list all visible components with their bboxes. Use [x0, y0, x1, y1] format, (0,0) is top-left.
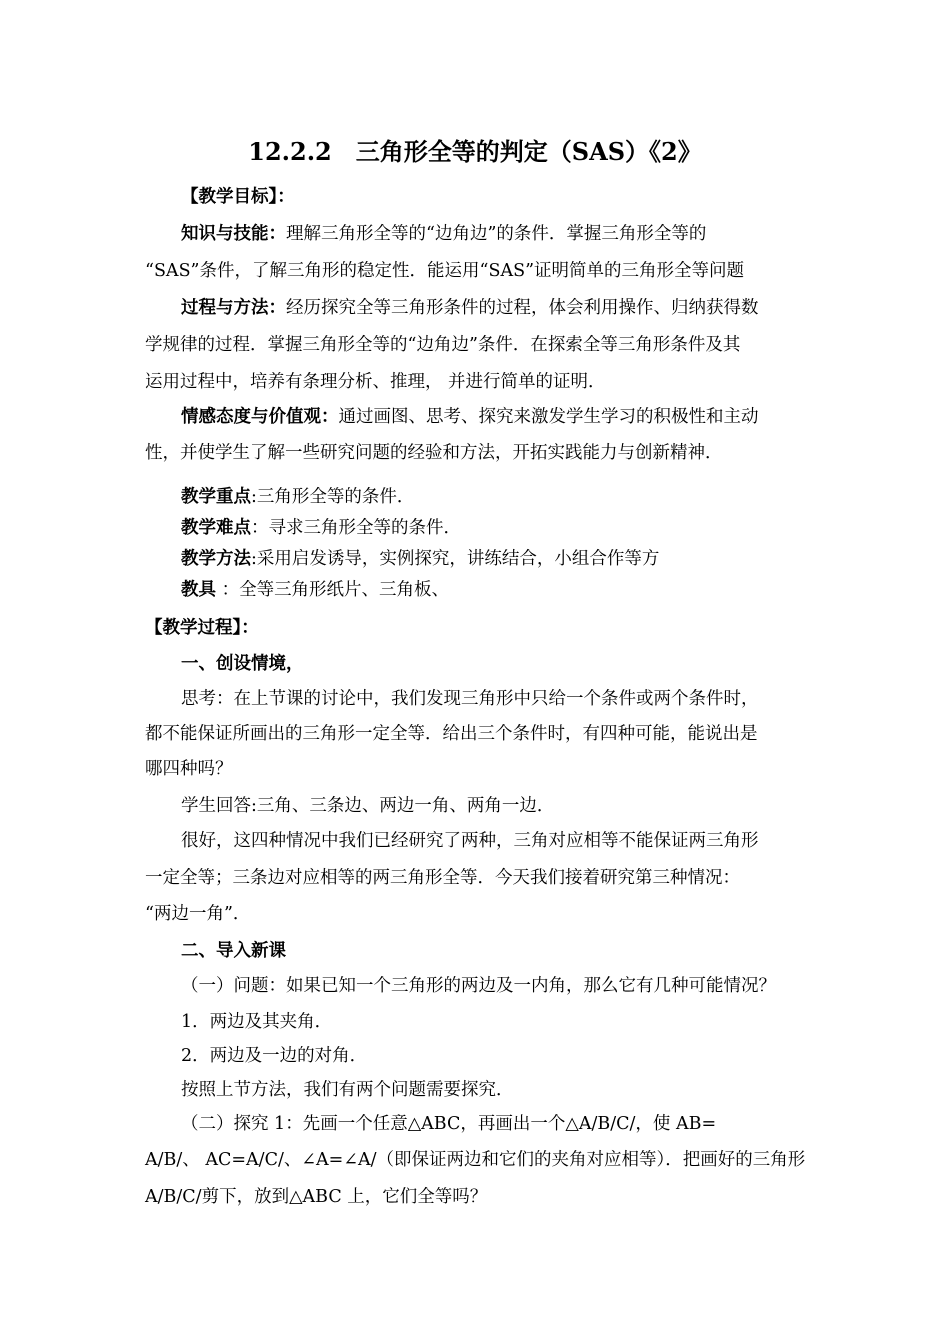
process-line-2: 学规律的过程．掌握三角形全等的“边角边”条件．在探索全等三角形条件及其: [145, 335, 741, 355]
page-title: 12.2.2 三角形全等的判定（SAS）《2》: [248, 137, 702, 166]
good-line-3: “两边一角”．: [145, 904, 251, 924]
emotion-label: 情感态度与价值观：: [181, 407, 339, 427]
process-line-3: 运用过程中，培养有条理分析、推理， 并进行简单的证明．: [145, 372, 606, 392]
knowledge-line-1: [181, 222, 706, 246]
difficulty-text: ：寻求三角形全等的条件．: [251, 518, 461, 538]
follow-text: 按照上节方法，我们有两个问题需要探究．: [181, 1080, 514, 1100]
difficulty-line: [181, 516, 461, 540]
think-line-2: 都不能保证所画出的三角形一定全等．给出三个条件时，有四种可能，能说出是: [145, 724, 758, 744]
explore-line-2: A/B/、 AC=A/C/、∠A=∠A/（即保证两边和它们的夹角对应相等）．把画好的三角形: [145, 1150, 806, 1170]
difficulty-label: 教学难点: [181, 518, 251, 538]
list-item-1: 1．两边及其夹角．: [181, 1012, 333, 1032]
method-line: [181, 547, 659, 571]
tools-line: [181, 578, 449, 602]
focus-label: 教学重点: [181, 487, 251, 507]
good-line-2: 一定全等；三条边对应相等的两三角形全等．今天我们接着研究第三种情况：: [145, 868, 740, 888]
method-text: :采用启发诱导，实例探究，讲练结合，小组合作等方: [251, 549, 660, 569]
student-answer: 学生回答:三角、三条边、两边一角、两角一边．: [181, 796, 555, 816]
emotion-line-1: [181, 405, 759, 429]
method-label: 教学方法: [181, 549, 251, 569]
emotion-line-2: 性，并使学生了解一些研究问题的经验和方法，开拓实践能力与创新精神．: [145, 443, 723, 463]
section-2-heading: 二、导入新课: [181, 941, 286, 961]
explore-line-1: （二）探究 1：先画一个任意△ABC，再画出一个△A/B/C/，使 AB=: [181, 1114, 717, 1134]
objectives-heading: 【教学目标】：: [181, 187, 295, 207]
process-text: 经历探究全等三角形条件的过程，体会利用操作、归纳获得数: [286, 298, 759, 318]
knowledge-label: 知识与技能：: [181, 224, 286, 244]
think-line-3: 哪四种吗？: [145, 759, 233, 779]
question-1: （一）问题：如果已知一个三角形的两边及一内角，那么它有几种可能情况？: [181, 976, 776, 996]
explore-line-3: A/B/C/剪下，放到△ABC 上，它们全等吗？: [145, 1187, 488, 1207]
focus-line: [181, 485, 414, 509]
list-item-2: 2．两边及一边的对角．: [181, 1046, 368, 1066]
process-heading: 【教学过程】：: [145, 618, 259, 638]
process-label: 过程与方法：: [181, 298, 286, 318]
emotion-text: 通过画图、思考、探究来激发学生学习的积极性和主动: [338, 407, 759, 427]
section-1-heading: 一、创设情境，: [181, 654, 304, 674]
think-line-1: 思考：在上节课的讨论中，我们发现三角形中只给一个条件或两个条件时，: [181, 689, 759, 709]
knowledge-line-2: “SAS”条件，了解三角形的稳定性．能运用“SAS”证明简单的三角形全等问题: [145, 261, 745, 281]
knowledge-text: 理解三角形全等的“边角边”的条件．掌握三角形全等的: [286, 224, 707, 244]
good-line-1: 很好，这四种情况中我们已经研究了两种，三角对应相等不能保证两三角形: [181, 831, 759, 851]
tools-label: 教具: [181, 580, 216, 600]
focus-text: :三角形全等的条件．: [251, 487, 415, 507]
process-line-1: [181, 296, 759, 320]
tools-text: ：全等三角形纸片、三角板、: [216, 580, 450, 600]
